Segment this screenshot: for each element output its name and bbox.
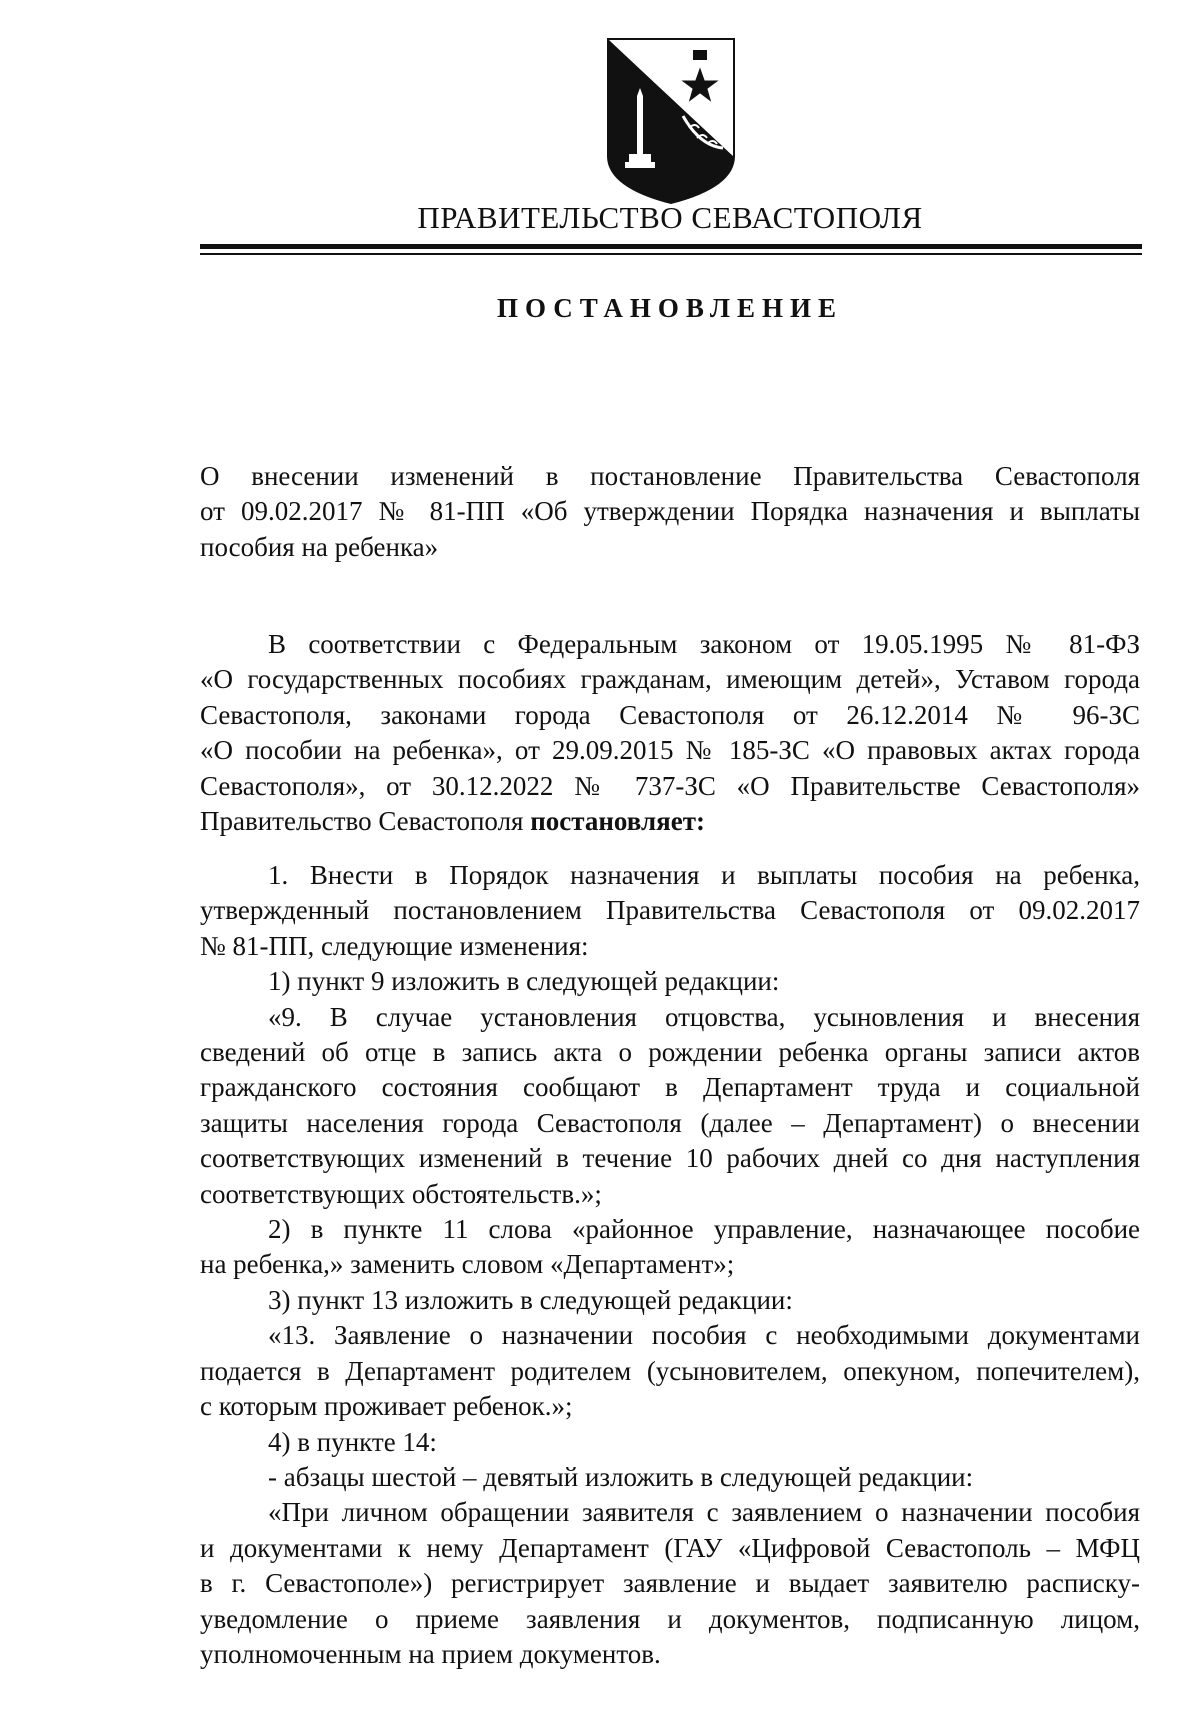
body-line: на ребенка,» заменить словом «Департамент»; <box>200 1249 735 1280</box>
preamble-line: Севастополя, законами города Севастополя от 26.12.2014 № 96-ЗС <box>200 699 1140 730</box>
body-line: сведений об отце в запись акта о рождении ребенка органы записи актов <box>200 1037 1140 1068</box>
document-subject <box>200 459 1140 565</box>
body-line: в г. Севастополе») регистрирует заявление и выдает заявителю расписку- <box>200 1568 1140 1599</box>
body-line: с которым проживает ребенок.»; <box>200 1391 573 1422</box>
header-rule-thick <box>200 244 1142 249</box>
body-line: 1. Внести в Порядок назначения и выплаты пособия на ребенка, <box>268 860 1140 890</box>
preamble-line: «О пособии на ребенка», от 29.09.2015 № 185-ЗС «О правовых актах города <box>200 735 1140 766</box>
body-line: защиты населения города Севастополя (далее – Департамент) о внесении <box>200 1107 1140 1138</box>
body-line: 4) в пункте 14: <box>268 1426 437 1457</box>
body-line: соответствующих изменений в течение 10 рабочих дней со дня наступления <box>200 1143 1140 1174</box>
body-line: уведомление о приеме заявления и документов, подписанную лицом, <box>200 1603 1140 1634</box>
preamble-plain-text: Правительство Севастополя <box>200 806 524 837</box>
header-rule-thin <box>200 253 1142 255</box>
body-line: - абзацы шестой – девятый изложить в следующей редакции: <box>268 1461 974 1492</box>
preamble <box>200 627 1140 839</box>
body-line: 1) пункт 9 изложить в следующей редакции: <box>268 966 780 997</box>
organization-name: ПРАВИТЕЛЬСТВО СЕВАСТОПОЛЯ <box>417 200 923 235</box>
body-line: уполномоченным на прием документов. <box>200 1638 661 1669</box>
body-line: и документами к нему Департамент (ГАУ «Цифровой Севастополь – МФЦ <box>200 1532 1140 1563</box>
subject-line: О внесении изменений в постановление Правительства Севастополя <box>200 461 1140 491</box>
body-line: «9. В случае установления отцовства, усыновления и внесения <box>268 1001 1140 1032</box>
body-line: гражданского состояния сообщают в Департамент труда и социальной <box>200 1072 1140 1103</box>
body-line: «13. Заявление о назначении пособия с необходимыми документами <box>268 1320 1140 1351</box>
body-line: подается в Департамент родителем (усыновителем, опекуном, попечителем), <box>200 1355 1140 1386</box>
resolves-keyword: постановляет: <box>530 806 705 837</box>
body-line: утвержденный постановлением Правительства Севастополя от 09.02.2017 <box>200 895 1140 926</box>
coat-of-arms-icon <box>605 36 737 206</box>
preamble-line: В соответствии с Федеральным законом от 19.05.1995 № 81-ФЗ <box>268 629 1140 659</box>
body-line: 2) в пункте 11 слова «районное управление, назначающее пособие <box>268 1214 1140 1245</box>
body-line: № 81-ПП, следующие изменения: <box>200 930 589 961</box>
preamble-line: Севастополя», от 30.12.2022 № 737-ЗС «О Правительстве Севастополя» <box>200 770 1140 801</box>
preamble-last-line <box>200 804 1140 839</box>
document-body <box>200 858 1140 1672</box>
subject-line: от 09.02.2017 № 81-ПП «Об утверждении Порядка назначения и выплаты <box>200 496 1140 527</box>
subject-line: пособия на ребенка» <box>200 531 439 562</box>
preamble-line: «О государственных пособиях гражданам, имеющим детей», Уставом города <box>200 664 1140 695</box>
document-type-title: ПОСТАНОВЛЕНИЕ <box>496 293 844 323</box>
body-line: 3) пункт 13 изложить в следующей редакции: <box>268 1284 793 1315</box>
body-line: «При личном обращении заявителя с заявлением о назначении пособия <box>268 1497 1140 1528</box>
body-line: соответствующих обстоятельств.»; <box>200 1178 602 1209</box>
